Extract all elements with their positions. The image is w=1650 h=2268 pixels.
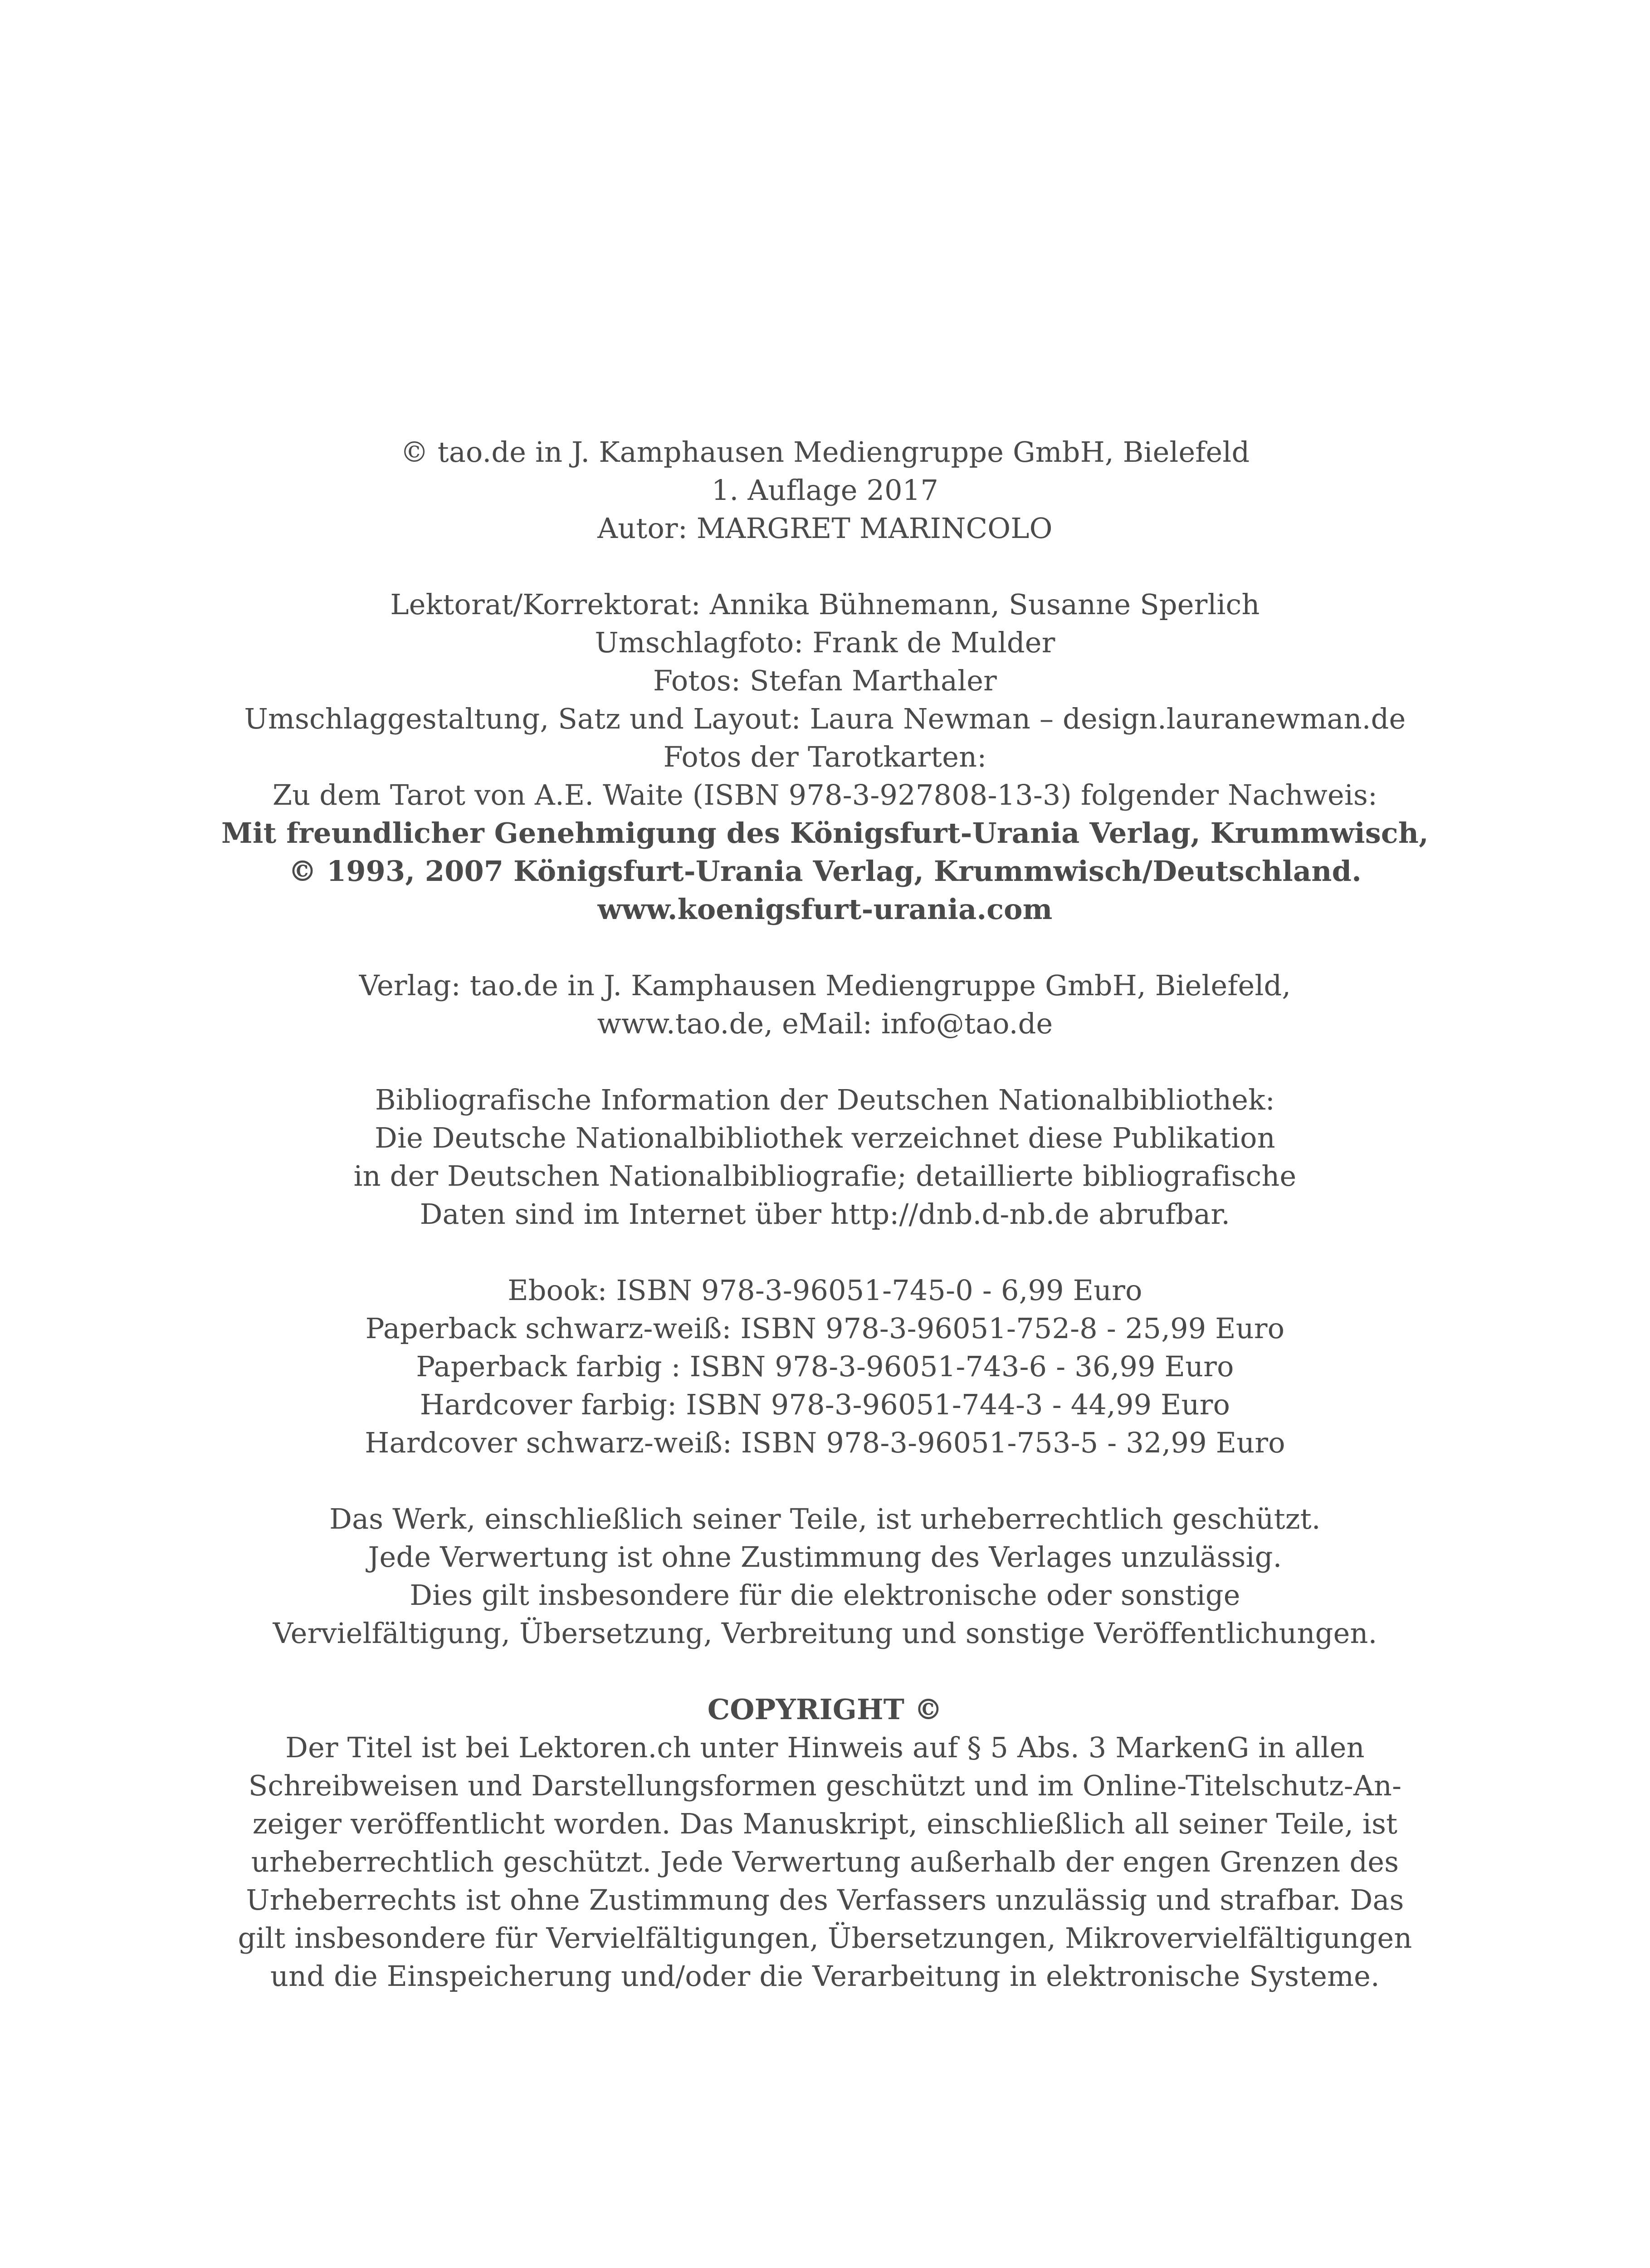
- umschlagfoto-line: Umschlagfoto: Frank de Mulder: [595, 626, 1055, 659]
- rights-line: Jede Verwertung ist ohne Zustimmung des Verlages unzulässig.: [368, 1540, 1282, 1574]
- permission-url: www.koenigsfurt-urania.com: [597, 893, 1053, 926]
- bibliography-line-4: Daten sind im Internet über http://dnb.d-nb.de abrufbar.: [420, 1198, 1230, 1231]
- isbn-block: [0, 1271, 1650, 1462]
- isbn-line: Ebook: ISBN 978-3-96051-745-0 - 6,99 Euro: [508, 1274, 1142, 1307]
- permission-line-1: Mit freundlicher Genehmigung des Königsfurt-Urania Verlag, Krummwisch,: [221, 816, 1429, 850]
- copyright-block: [0, 1691, 1650, 1995]
- copyright-heading: COPYRIGHT ©: [707, 1693, 943, 1726]
- copyright-line: Der Titel ist bei Lektoren.ch unter Hinweis auf § 5 Abs. 3 MarkenG in allen: [285, 1731, 1365, 1764]
- imprint-content: [0, 433, 1650, 1995]
- tarot-source-line: Zu dem Tarot von A.E. Waite (ISBN 978-3-927808-13-3) folgender Nachweis:: [272, 778, 1378, 811]
- copyright-line: Schreibweisen und Darstellungsformen geschützt und im Online-Titelschutz-An-: [248, 1769, 1402, 1802]
- publisher-line: © tao.de in J. Kamphausen Mediengruppe GmbH, Bielefeld: [400, 435, 1250, 469]
- isbn-line: Hardcover schwarz-weiß: ISBN 978-3-96051-753-5 - 32,99 Euro: [365, 1426, 1285, 1459]
- lektorat-line: Lektorat/Korrektorat: Annika Bühnemann, Susanne Sperlich: [390, 588, 1260, 621]
- bibliography-line-3: in der Deutschen Nationalbibliografie; detaillierte bibliografische: [353, 1159, 1297, 1193]
- isbn-line: Hardcover farbig: ISBN 978-3-96051-744-3 - 44,99 Euro: [420, 1388, 1230, 1421]
- credits-block: [0, 586, 1650, 929]
- rights-line: Das Werk, einschließlich seiner Teile, ist urheberrechtlich geschützt.: [329, 1502, 1321, 1535]
- imprint-block: [0, 433, 1650, 547]
- copyright-line: und die Einspeicherung und/oder die Verarbeitung in elektronische Systeme.: [270, 1960, 1380, 1993]
- rights-line: Vervielfältigung, Übersetzung, Verbreitung und sonstige Veröffentlichungen.: [273, 1617, 1377, 1650]
- copyright-line: Urheberrechts ist ohne Zustimmung des Verfassers unzulässig und strafbar. Das: [246, 1883, 1404, 1916]
- verlag-line-1: Verlag: tao.de in J. Kamphausen Mediengruppe GmbH, Bielefeld,: [359, 969, 1291, 1002]
- fotos-line: Fotos: Stefan Marthaler: [653, 664, 997, 697]
- rights-block: [0, 1500, 1650, 1652]
- bibliography-line-1: Bibliografische Information der Deutschen Nationalbibliothek:: [375, 1083, 1275, 1116]
- permission-line-2: © 1993, 2007 Königsfurt-Urania Verlag, Krummwisch/Deutschland.: [288, 855, 1362, 888]
- verlag-block: [0, 967, 1650, 1043]
- bibliography-block: [0, 1081, 1650, 1233]
- copyright-line: gilt insbesondere für Vervielfältigungen, Übersetzungen, Mikrovervielfältigungen: [238, 1921, 1412, 1955]
- copyright-line: urheberrechtlich geschützt. Jede Verwertung außerhalb der engen Grenzen des: [251, 1845, 1399, 1878]
- copyright-line: zeiger veröffentlicht worden. Das Manuskript, einschließlich all seiner Teile, ist: [252, 1807, 1398, 1840]
- verlag-line-2: www.tao.de, eMail: info@tao.de: [597, 1007, 1053, 1040]
- bibliography-line-2: Die Deutsche Nationalbibliothek verzeichnet diese Publikation: [375, 1121, 1275, 1154]
- isbn-line: Paperback farbig : ISBN 978-3-96051-743-6 - 36,99 Euro: [416, 1350, 1234, 1383]
- edition-line: 1. Auflage 2017: [711, 474, 939, 507]
- author-line: Autor: MARGRET MARINCOLO: [597, 512, 1053, 545]
- rights-line: Dies gilt insbesondere für die elektronische oder sonstige: [410, 1579, 1240, 1612]
- tarot-heading: Fotos der Tarotkarten:: [663, 740, 987, 773]
- isbn-line: Paperback schwarz-weiß: ISBN 978-3-96051-752-8 - 25,99 Euro: [365, 1312, 1285, 1345]
- gestaltung-line: Umschlaggestaltung, Satz und Layout: Laura Newman – design.lauranewman.de: [244, 702, 1406, 735]
